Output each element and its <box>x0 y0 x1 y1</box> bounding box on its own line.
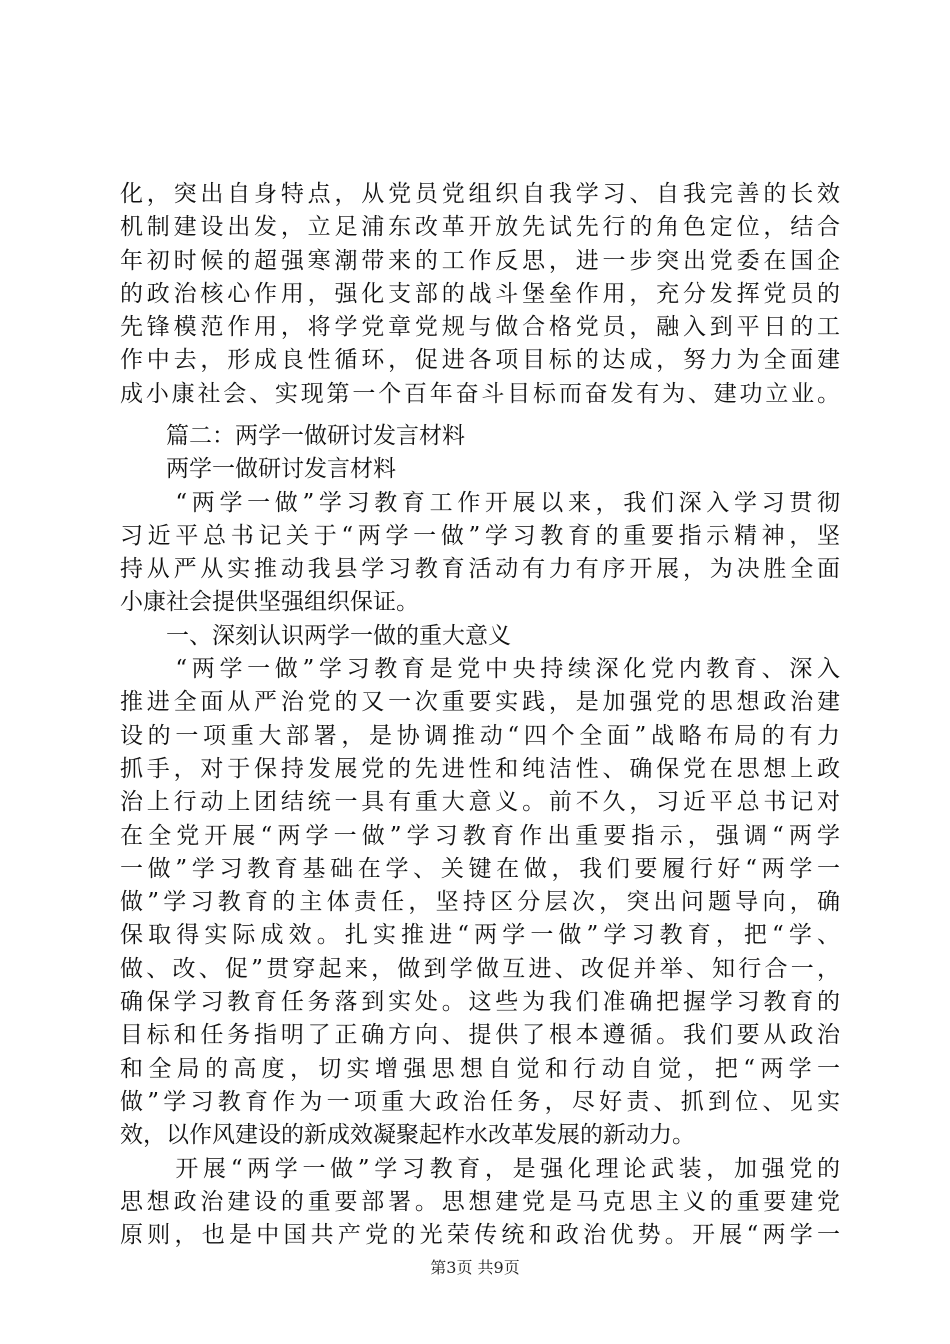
text-line: 设的一项重大部署，是协调推动“四个全面”战略布局的有力 <box>120 722 840 749</box>
text-line: 做”学习教育的主体责任，坚持区分层次，突出问题导向，确 <box>120 889 840 916</box>
text-line: 做”学习教育作为一项重大政治任务，尽好责、抓到位、见实 <box>120 1088 840 1115</box>
text-line: 作中去，形成良性循环，促进各项目标的达成，努力为全面建 <box>120 347 840 374</box>
text-line: 目标和任务指明了正确方向、提供了根本遵循。我们要从政治 <box>120 1022 840 1049</box>
text-line: 保取得实际成效。扎实推进“两学一做”学习教育，把“学、 <box>120 922 840 949</box>
text-line: 机制建设出发，立足浦东改革开放先试先行的角色定位，结合 <box>120 214 840 241</box>
text-line: 原则，也是中国共产党的光荣传统和政治优势。开展“两学一 <box>120 1222 840 1249</box>
text-line: 的政治核心作用，强化支部的战斗堡垒作用，充分发挥党员的 <box>120 280 840 307</box>
text-line: 小康社会提供坚强组织保证。 <box>120 589 419 616</box>
text-line: 持从严从实推动我县学习教育活动有力有序开展，为决胜全面 <box>120 556 840 583</box>
text-line: 确保学习教育任务落到实处。这些为我们准确把握学习教育的 <box>120 989 840 1016</box>
text-line: 开展“两学一做”学习教育，是强化理论武装，加强党的 <box>120 1155 840 1182</box>
text-line: “两学一做”学习教育工作开展以来，我们深入学习贯彻 <box>120 489 840 516</box>
text-line: 在全党开展“两学一做”学习教育作出重要指示，强调“两学 <box>120 822 840 849</box>
text-line: “两学一做”学习教育是党中央持续深化党内教育、深入 <box>120 656 840 683</box>
text-line: 推进全面从严治党的又一次重要实践，是加强党的思想政治建 <box>120 689 840 716</box>
text-line: 一、深刻认识两学一做的重大意义 <box>120 622 511 649</box>
text-line: 治上行动上团结统一具有重大意义。前不久，习近平总书记对 <box>120 789 840 816</box>
text-line: 思想政治建设的重要部署。思想建党是马克思主义的重要建党 <box>120 1188 840 1215</box>
text-block-continuation <box>120 178 840 411</box>
page-footer: 第3页 共9页 <box>430 1258 520 1277</box>
text-line: 成小康社会、实现第一个百年奋斗目标而奋发有为、建功立业。 <box>120 380 840 407</box>
text-line: 抓手，对于保持发展党的先进性和纯洁性、确保党在思想上政 <box>120 755 840 782</box>
text-line: 两学一做研讨发言材料 <box>120 456 396 483</box>
text-line: 年初时候的超强寒潮带来的工作反思，进一步突出党委在国企 <box>120 247 840 274</box>
text-line: 化，突出自身特点，从党员党组织自我学习、自我完善的长效 <box>120 181 840 207</box>
text-line: 做、改、促”贯穿起来，做到学做互进、改促并举、知行合一， <box>120 955 840 982</box>
text-block-section-two <box>120 420 840 1252</box>
text-line: 先锋模范作用，将学党章党规与做合格党员，融入到平日的工 <box>120 314 840 341</box>
text-line: 一做”学习教育基础在学、关键在做，我们要履行好“两学一 <box>120 855 840 882</box>
text-line: 效，以作风建设的新成效凝聚起柞水改革发展的新动力。 <box>120 1122 695 1149</box>
text-line: 篇二：两学一做研讨发言材料 <box>120 423 465 449</box>
text-line: 习近平总书记关于“两学一做”学习教育的重要指示精神，坚 <box>120 522 840 549</box>
text-line: 和全局的高度，切实增强思想自觉和行动自觉，把“两学一 <box>120 1055 840 1082</box>
